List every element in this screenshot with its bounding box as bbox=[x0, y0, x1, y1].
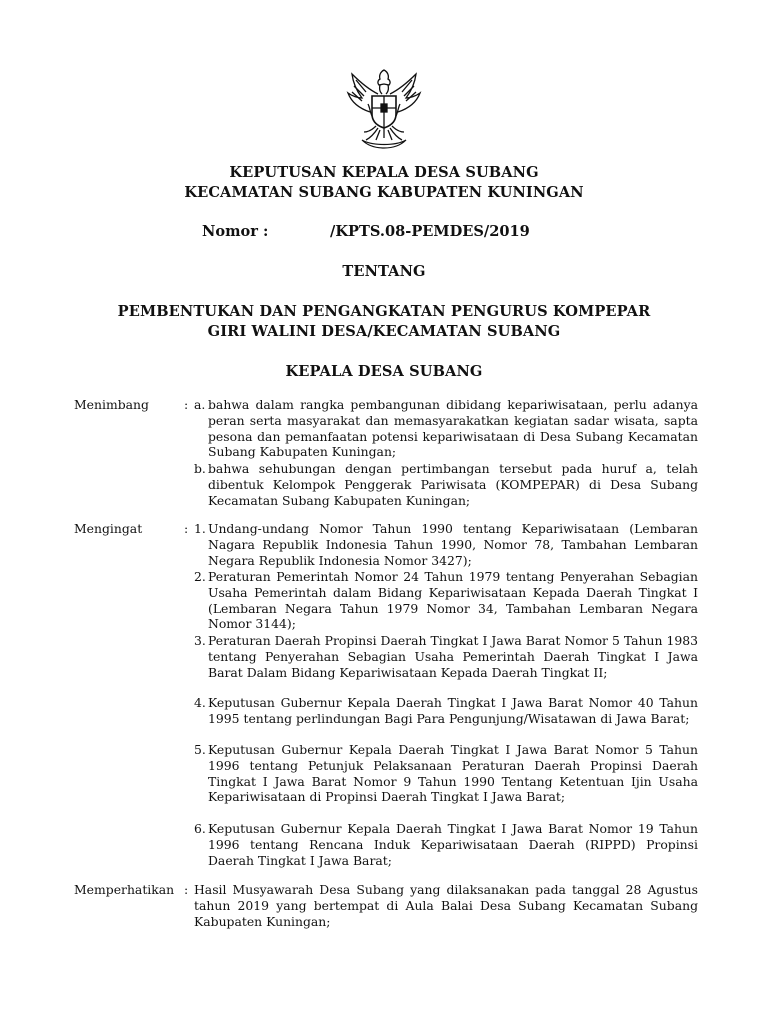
item-marker: b. bbox=[194, 461, 206, 476]
decree-title-line1: KEPUTUSAN KEPALA DESA SUBANG bbox=[229, 164, 539, 181]
item-text: Keputusan Gubernur Kepala Daerah Tingkat I Jawa Barat Nomor 19 Tahun 1996 tentang Rencana Induk Kepariwisataan Daerah (RIPPD) Propinsi Daerah Tingkat I Jawa Barat; bbox=[208, 821, 698, 868]
item-marker: 5. bbox=[194, 742, 206, 757]
mengingat-item bbox=[74, 695, 698, 743]
mengingat-item bbox=[74, 742, 698, 822]
subject-line1: PEMBENTUKAN DAN PENGANGKATAN PENGURUS KOMPEPAR bbox=[117, 303, 651, 320]
item-text: Undang-undang Nomor Tahun 1990 tentang Kepariwisataan (Lembaran Nagara Republik Indonesia Tahun 1990, Nomor 78, Tambahan Lembaran Negara Republik Indonesia Nomor 3427); bbox=[208, 521, 698, 568]
decree-title-line2: KECAMATAN SUBANG KABUPATEN KUNINGAN bbox=[184, 184, 584, 201]
memperhatikan-label: Memperhatikan bbox=[74, 882, 175, 897]
mengingat-section bbox=[74, 521, 698, 866]
mengingat-item bbox=[74, 821, 698, 869]
subject-line2: GIRI WALINI DESA/KECAMATAN SUBANG bbox=[207, 323, 561, 340]
item-marker: 1. bbox=[194, 521, 206, 536]
menimbang-colon: : bbox=[184, 397, 189, 412]
decree-number-label: Nomor : bbox=[202, 223, 269, 240]
menimbang-item bbox=[74, 461, 698, 509]
item-text: bahwa sehubungan dengan pertimbangan tersebut pada huruf a, telah dibentuk Kelompok Penggerak Pariwisata (KOMPEPAR) di Desa Subang Kecamatan Subang Kabupaten Kuningan; bbox=[208, 461, 698, 508]
memperhatikan-section bbox=[74, 882, 698, 934]
item-text: Keputusan Gubernur Kepala Daerah Tingkat I Jawa Barat Nomor 5 Tahun 1996 tentang Petunjuk Pelaksanaan Peraturan Daerah Propinsi Daerah Tingkat I Jawa Barat Nomor 9 Tahun 1990 Tentang Ketentuan Ijin Usaha Kepariwisataan di Propinsi Daerah Tingkat I Jawa Barat; bbox=[208, 742, 698, 805]
item-marker: 6. bbox=[194, 821, 206, 836]
mengingat-item bbox=[74, 521, 698, 569]
item-text: bahwa dalam rangka pembangunan dibidang kepariwisataan, perlu adanya peran serta masyarakat dan memasyarakatkan kegiatan sadar wisata, sapta pesona dan pemanfaatan potensi kepariwisataan di Desa Subang Kecamatan Subang Kabupaten Kuningan; bbox=[208, 397, 698, 460]
mengingat-item bbox=[74, 569, 698, 633]
item-marker: 2. bbox=[194, 569, 206, 584]
tentang-heading: TENTANG bbox=[342, 263, 426, 280]
garuda-pancasila-emblem-icon bbox=[342, 68, 426, 150]
mengingat-colon: : bbox=[184, 521, 189, 536]
decree-number-value: /KPTS.08-PEMDES/2019 bbox=[330, 223, 530, 240]
menimbang-section bbox=[74, 397, 698, 512]
item-text: Peraturan Daerah Propinsi Daerah Tingkat I Jawa Barat Nomor 5 Tahun 1983 tentang Penyerahan Sebagian Usaha Pemerintah Daerah Tingkat I Jawa Barat Dalam Bidang Kepariwisataan Kepada Daerah Tingkat II; bbox=[208, 633, 698, 680]
item-marker: 3. bbox=[194, 633, 206, 648]
item-text: Keputusan Gubernur Kepala Daerah Tingkat I Jawa Barat Nomor 40 Tahun 1995 tentang perlindungan Bagi Para Pengunjung/Wisatawan di Jawa Barat; bbox=[208, 695, 698, 726]
menimbang-label: Menimbang bbox=[74, 397, 149, 412]
issuer-heading: KEPALA DESA SUBANG bbox=[285, 363, 483, 380]
mengingat-item bbox=[74, 633, 698, 697]
item-marker: 4. bbox=[194, 695, 206, 710]
item-text: Peraturan Pemerintah Nomor 24 Tahun 1979 tentang Penyerahan Sebagian Usaha Pemerintah dalam Bidang Kepariwisataan Kepada Daerah Tingkat I (Lembaran Negara Tahun 1979 Nomor 34, Tambahan Lembaran Negara Nomor 3144); bbox=[208, 569, 698, 632]
menimbang-item bbox=[74, 397, 698, 461]
memperhatikan-text: Hasil Musyawarah Desa Subang yang dilaksanakan pada tanggal 28 Agustus tahun 2019 yang bertempat di Aula Balai Desa Subang Kecamatan Subang Kabupaten Kuningan; bbox=[194, 882, 698, 929]
mengingat-label: Mengingat bbox=[74, 521, 143, 536]
item-marker: a. bbox=[194, 397, 206, 412]
memperhatikan-colon: : bbox=[184, 882, 189, 897]
